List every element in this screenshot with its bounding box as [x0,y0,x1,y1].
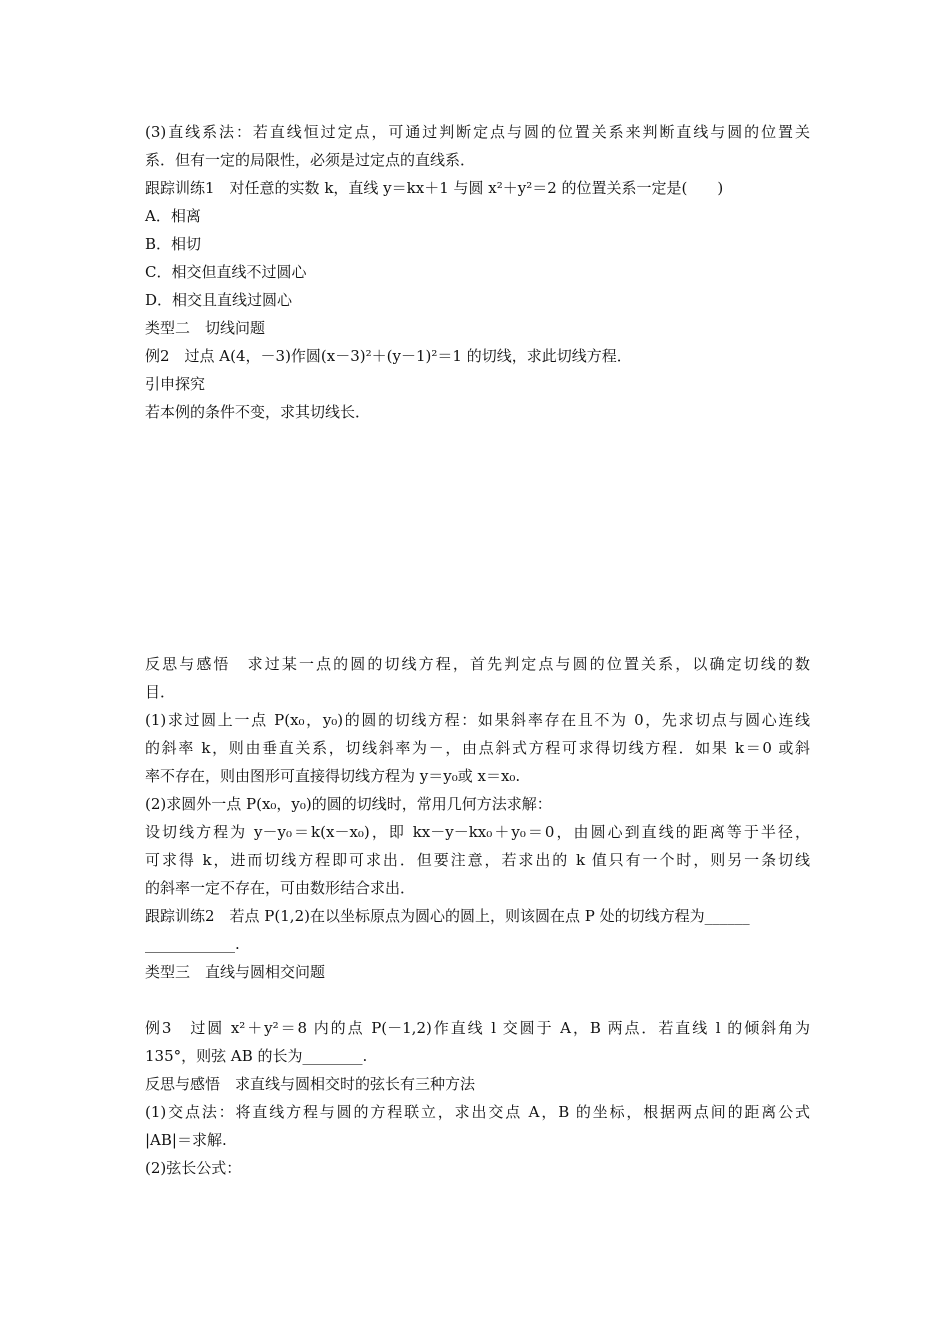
text-line: 反思与感悟 求过某一点的圆的切线方程，首先判定点与圆的位置关系，以确定切线的数 [145,655,810,673]
text-line: (3)直线系法：若直线恒过定点，可通过判断定点与圆的位置关系来判断直线与圆的位置关 [145,123,810,141]
text-line: 的斜率 k，则由垂直关系，切线斜率为－，由点斜式方程可求得切线方程．如果 k＝0 或斜 [145,739,810,757]
text-line: |AB|＝求解. [145,1131,227,1149]
text-line: (1)交点法：将直线方程与圆的方程联立，求出交点 A，B 的坐标，根据两点间的距离公式 [145,1103,810,1121]
text-line: 反思与感悟 求直线与圆相交时的弦长有三种方法 [145,1075,476,1093]
example-text: 例2 过点 A(4，－3)作圆(x－3)²＋(y－1)²＝1 的切线，求此切线方程． [145,347,632,365]
text-line: 135°，则弦 AB 的长为________. [145,1047,368,1065]
text-line: 跟踪训练2 若点 P(1,2)在以坐标原点为圆心的圆上，则该圆在点 P 处的切线方程为______ [145,907,750,925]
text-line: 率不存在，则由图形可直接得切线方程为 y＝y₀或 x＝x₀. [145,767,521,785]
text-line: (2)求圆外一点 P(x₀，y₀)的圆的切线时，常用几何方法求解： [145,795,552,813]
subheading: 引申探究 [145,375,206,393]
text-line: 系．但有一定的局限性，必须是过定点的直线系． [145,151,476,169]
option-d: D．相交且直线过圆心 [145,291,293,309]
example-text: 例3 过圆 x²＋y²＝8 内的点 P(－1,2)作直线 l 交圆于 A，B 两点．若直线 l 的倾斜角为 [145,1019,810,1037]
text-line: 设切线方程为 y－y₀＝k(x－x₀)，即 kx－y－kx₀＋y₀＝0，由圆心到直线的距离等于半径， [145,823,810,841]
document-page [145,118,810,1182]
text-line: 若本例的条件不变，求其切线长． [145,403,371,421]
section-heading: 类型三 直线与圆相交问题 [145,963,326,981]
text-line: 目． [145,683,176,701]
text-line: 可求得 k，进而切线方程即可求出．但要注意，若求出的 k 值只有一个时，则另一条切线 [145,851,810,869]
option-c: C．相交但直线不过圆心 [145,263,307,281]
option-b: B．相切 [145,235,202,253]
text-line: 的斜率一定不存在，可由数形结合求出． [145,879,416,897]
section-heading: 类型二 切线问题 [145,319,266,337]
text-line: (2)弦长公式： [145,1159,242,1177]
text-line: 跟踪训练1 对任意的实数 k，直线 y＝kx＋1 与圆 x²＋y²＝2 的位置关系一定是( ) [145,179,724,197]
text-line: (1)求过圆上一点 P(x₀，y₀)的圆的切线方程：如果斜率存在且不为 0，先求切点与圆心连线 [145,711,810,729]
blank-space [145,426,810,650]
text-line: ____________. [145,935,240,953]
option-a: A．相离 [145,207,201,225]
blank-space [145,986,810,1014]
